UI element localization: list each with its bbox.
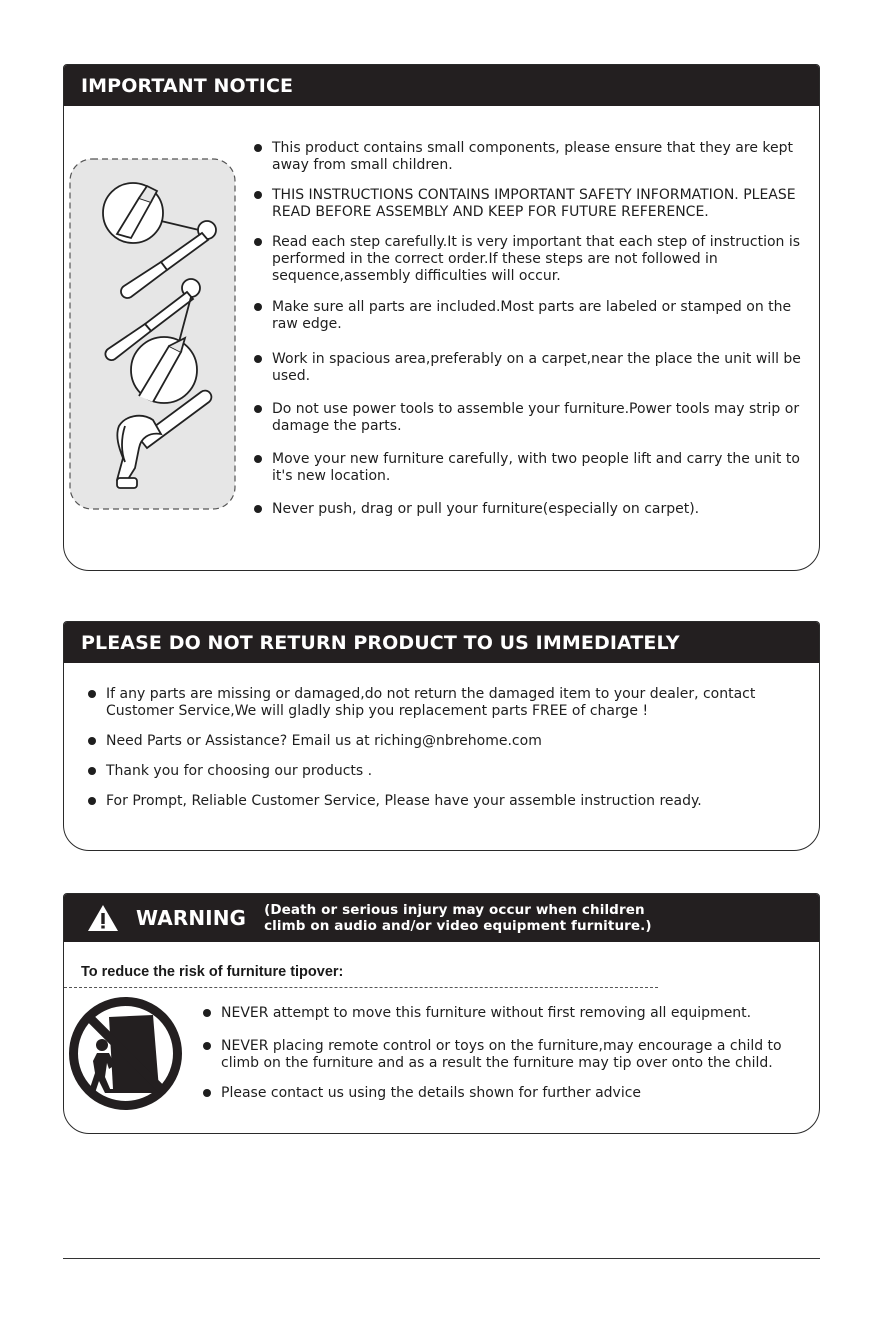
notice-list bbox=[252, 140, 802, 518]
warning-triangle-icon bbox=[86, 903, 120, 933]
do-not-return-title: PLEASE DO NOT RETURN PRODUCT TO US IMMEDIATELY bbox=[81, 631, 680, 654]
important-notice-header bbox=[64, 65, 819, 106]
list-item: If any parts are missing or damaged,do not return the damaged item to your dealer, contact Customer Service,We will gladly ship you replacement parts FREE of charge ! bbox=[86, 686, 786, 720]
no-climbing-icon bbox=[69, 997, 182, 1110]
bullet-dot-icon bbox=[254, 505, 262, 513]
list-item: For Prompt, Reliable Customer Service, Please have your assemble instruction ready. bbox=[86, 793, 786, 810]
important-notice-panel bbox=[63, 64, 820, 571]
return-list bbox=[86, 686, 786, 823]
warning-header bbox=[64, 894, 819, 942]
list-item: Move your new furniture carefully, with two people lift and carry the unit to it's new location. bbox=[252, 451, 802, 485]
list-item: Read each step carefully.It is very important that each step of instruction is performed in the correct order.If these steps are not followed in sequence,assembly difficulties will occur. bbox=[252, 234, 802, 285]
tools-illustration-svg bbox=[69, 158, 237, 510]
list-item: Work in spacious area,preferably on a carpet,near the place the unit will be used. bbox=[252, 351, 802, 385]
list-item: Never push, drag or pull your furniture(especially on carpet). bbox=[252, 501, 802, 518]
list-item: Please contact us using the details shown for further advice bbox=[201, 1085, 811, 1102]
bullet-dot-icon bbox=[203, 1089, 211, 1097]
important-notice-title: IMPORTANT NOTICE bbox=[81, 74, 294, 97]
bullet-dot-icon bbox=[254, 303, 262, 311]
risk-heading: To reduce the risk of furniture tipover: bbox=[81, 964, 344, 980]
list-item: NEVER attempt to move this furniture without first removing all equipment. bbox=[201, 1005, 811, 1022]
bullet-dot-icon bbox=[254, 144, 262, 152]
warning-list bbox=[201, 1005, 811, 1102]
dashed-divider bbox=[64, 987, 658, 988]
bullet-dot-icon bbox=[88, 767, 96, 775]
bullet-dot-icon bbox=[88, 737, 96, 745]
warning-subtitle: (Death or serious injury may occur when children climb on audio and/or video equipment furniture.) bbox=[264, 902, 652, 934]
warning-panel bbox=[63, 893, 820, 1134]
bullet-dot-icon bbox=[203, 1042, 211, 1050]
footer-rule bbox=[63, 1258, 820, 1259]
list-item: THIS INSTRUCTIONS CONTAINS IMPORTANT SAFETY INFORMATION. PLEASE READ BEFORE ASSEMBLY AND KEEP FOR FUTURE REFERENCE. bbox=[252, 187, 802, 221]
warning-title: WARNING bbox=[136, 906, 247, 930]
bullet-dot-icon bbox=[254, 238, 262, 246]
no-climbing-svg bbox=[69, 997, 182, 1110]
tools-illustration bbox=[69, 158, 237, 510]
bullet-dot-icon bbox=[254, 455, 262, 463]
do-not-return-header bbox=[64, 622, 819, 663]
bullet-dot-icon bbox=[254, 355, 262, 363]
list-item: NEVER placing remote control or toys on the furniture,may encourage a child to climb on the furniture and as a result the furniture may tip over onto the child. bbox=[201, 1038, 811, 1072]
bullet-dot-icon bbox=[254, 191, 262, 199]
do-not-return-panel bbox=[63, 621, 820, 851]
list-item: Need Parts or Assistance? Email us at riching@nbrehome.com bbox=[86, 733, 786, 750]
bullet-dot-icon bbox=[203, 1009, 211, 1017]
bullet-dot-icon bbox=[88, 690, 96, 698]
list-item: This product contains small components, please ensure that they are kept away from small children. bbox=[252, 140, 802, 174]
bullet-dot-icon bbox=[254, 405, 262, 413]
list-item: Do not use power tools to assemble your furniture.Power tools may strip or damage the parts. bbox=[252, 401, 802, 435]
list-item: Make sure all parts are included.Most parts are labeled or stamped on the raw edge. bbox=[252, 299, 802, 333]
bullet-dot-icon bbox=[88, 797, 96, 805]
list-item: Thank you for choosing our products . bbox=[86, 763, 786, 780]
